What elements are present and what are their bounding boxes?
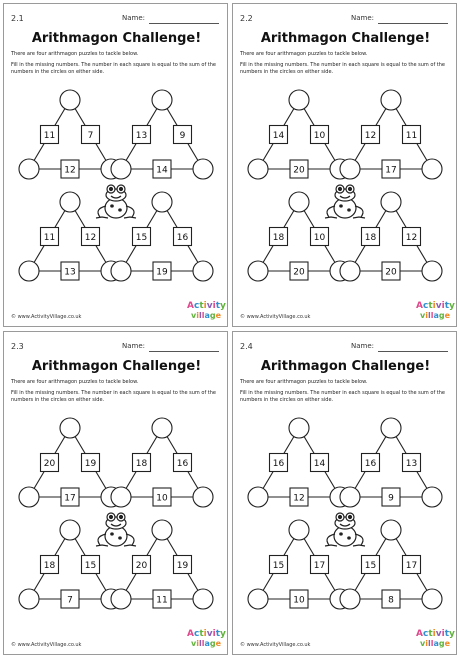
frog-spot (111, 533, 113, 535)
puzzles-area (233, 332, 458, 656)
edge-value: 18 (43, 561, 56, 571)
edge-value: 15 (84, 561, 97, 571)
bottom-left-circle[interactable] (19, 159, 39, 179)
worksheet-page[interactable] (3, 3, 228, 327)
instructions-text: Fill in the missing numbers. The number in each square is equal to the sum of the numbers in the circles on either side. (240, 62, 446, 75)
edge-value: 12 (293, 493, 305, 504)
activity-village-logo (416, 302, 454, 320)
intro-text: There are four arithmagon puzzles to tackle below. (11, 51, 139, 57)
footer-url: © www.ActivityVillage.co.uk (240, 314, 311, 320)
name-label: Name: (122, 342, 146, 350)
bottom-left-circle[interactable] (111, 159, 131, 179)
bottom-left-circle[interactable] (340, 261, 360, 281)
frog-pupil (110, 188, 113, 191)
instructions-text: Fill in the missing numbers. The number in each square is equal to the sum of the numbers in the circles on either side. (240, 390, 446, 403)
logo-word: Activity (187, 629, 226, 639)
bottom-right-circle[interactable] (422, 261, 442, 281)
top-circle[interactable] (381, 520, 401, 540)
bottom-right-circle[interactable] (193, 159, 213, 179)
frog-spot (119, 537, 121, 539)
worksheet-title: Arithmagon Challenge! (260, 359, 431, 374)
bottom-left-circle[interactable] (19, 261, 39, 281)
edge-value: 16 (272, 459, 285, 469)
bottom-left-circle[interactable] (19, 589, 39, 609)
top-circle[interactable] (152, 418, 172, 438)
activity-village-logo (416, 630, 454, 648)
edge-value: 10 (293, 595, 305, 606)
bottom-right-circle[interactable] (422, 159, 442, 179)
edge-value: 16 (176, 459, 189, 469)
frog-pupil (349, 516, 352, 519)
edge-value: 20 (43, 459, 56, 469)
edge-value: 14 (156, 165, 168, 176)
top-circle[interactable] (381, 192, 401, 212)
bottom-left-circle[interactable] (248, 589, 268, 609)
edge-value: 7 (87, 131, 94, 141)
frog-spot (340, 533, 342, 535)
bottom-right-circle[interactable] (193, 261, 213, 281)
arithmagon-puzzle[interactable] (340, 90, 442, 179)
arithmagon-puzzle[interactable] (248, 90, 350, 179)
page-number: 2.3 (11, 342, 24, 351)
frog-foot (124, 545, 136, 546)
edge-value: 7 (67, 595, 73, 606)
intro-text: There are four arithmagon puzzles to tackle below. (240, 379, 368, 385)
edge-value: 16 (364, 459, 377, 469)
frog-illustration (325, 185, 365, 218)
frog-pupil (339, 188, 342, 191)
edge-value: 16 (176, 233, 189, 243)
puzzles-area (233, 4, 458, 328)
bottom-left-circle[interactable] (248, 261, 268, 281)
arithmagon-puzzle[interactable] (19, 90, 121, 179)
edge-value: 10 (156, 493, 168, 504)
frog-spot (119, 209, 121, 211)
logo-word: village (419, 311, 451, 320)
activity-village-logo (187, 630, 225, 648)
top-circle[interactable] (60, 192, 80, 212)
intro-text: There are four arithmagon puzzles to tackle below. (240, 51, 368, 57)
edge-value: 19 (84, 459, 97, 469)
edge-value: 10 (313, 131, 326, 141)
edge-value: 13 (405, 459, 418, 469)
arithmagon-puzzle[interactable] (111, 90, 213, 179)
activity-village-logo (187, 302, 225, 320)
frog-pupil (120, 188, 123, 191)
frog-pupil (110, 516, 113, 519)
frog-foot (325, 217, 337, 218)
frog-foot (325, 545, 337, 546)
top-circle[interactable] (60, 90, 80, 110)
frog-foot (124, 217, 136, 218)
top-circle[interactable] (152, 520, 172, 540)
frog-foot (353, 545, 365, 546)
top-circle[interactable] (60, 418, 80, 438)
top-circle[interactable] (289, 192, 309, 212)
logo-word: Activity (187, 301, 226, 311)
edge-value: 8 (388, 595, 394, 606)
frog-foot (96, 545, 108, 546)
frog-pupil (120, 516, 123, 519)
edge-value: 19 (156, 267, 168, 278)
top-circle[interactable] (381, 418, 401, 438)
puzzles-area (4, 332, 229, 656)
bottom-left-circle[interactable] (111, 487, 131, 507)
logo-word: Activity (416, 629, 455, 639)
page-number: 2.2 (240, 14, 253, 23)
bottom-left-circle[interactable] (340, 487, 360, 507)
edge-value: 18 (272, 233, 285, 243)
frog-spot (111, 205, 113, 207)
edge-value: 11 (43, 233, 56, 243)
page-number: 2.4 (240, 342, 253, 351)
arithmagon-puzzle[interactable] (19, 418, 121, 507)
edge-value: 20 (135, 561, 148, 571)
logo-word: village (190, 639, 222, 648)
name-label: Name: (122, 14, 146, 22)
bottom-right-circle[interactable] (422, 487, 442, 507)
frog-illustration (96, 513, 136, 546)
edge-value: 17 (64, 493, 76, 504)
frog-foot (353, 217, 365, 218)
footer-url: © www.ActivityVillage.co.uk (11, 314, 82, 320)
edge-value: 10 (313, 233, 326, 243)
edge-value: 15 (272, 561, 285, 571)
name-label: Name: (351, 342, 375, 350)
edge-value: 20 (293, 267, 305, 278)
top-circle[interactable] (152, 90, 172, 110)
bottom-left-circle[interactable] (248, 487, 268, 507)
bottom-left-circle[interactable] (111, 261, 131, 281)
edge-value: 20 (293, 165, 305, 176)
edge-value: 12 (84, 233, 97, 243)
worksheet-title: Arithmagon Challenge! (260, 31, 431, 46)
worksheet-page[interactable] (232, 3, 457, 327)
edge-value: 19 (176, 561, 189, 571)
instructions-text: Fill in the missing numbers. The number in each square is equal to the sum of the numbers in the circles on either side. (11, 390, 217, 403)
name-label: Name: (351, 14, 375, 22)
arithmagon-puzzle[interactable] (248, 418, 350, 507)
edge-value: 12 (364, 131, 377, 141)
edge-value: 13 (135, 131, 148, 141)
edge-value: 9 (388, 493, 394, 504)
edge-value: 18 (364, 233, 377, 243)
edge-value: 15 (135, 233, 148, 243)
edge-value: 12 (405, 233, 418, 243)
edge-value: 11 (156, 595, 168, 606)
logo-word: village (419, 639, 451, 648)
bottom-right-circle[interactable] (193, 589, 213, 609)
frog-spot (348, 209, 350, 211)
bottom-left-circle[interactable] (248, 159, 268, 179)
edge-value: 13 (64, 267, 76, 278)
frog-illustration (96, 185, 136, 218)
edge-value: 17 (405, 561, 418, 571)
arithmagon-puzzle[interactable] (111, 418, 213, 507)
logo-word: village (190, 311, 222, 320)
bottom-left-circle[interactable] (111, 589, 131, 609)
frog-pupil (339, 516, 342, 519)
top-circle[interactable] (381, 90, 401, 110)
frog-pupil (349, 188, 352, 191)
page-number: 2.1 (11, 14, 24, 23)
edge-value: 11 (43, 131, 56, 141)
edge-value: 20 (385, 267, 397, 278)
edge-value: 11 (405, 131, 418, 141)
intro-text: There are four arithmagon puzzles to tackle below. (11, 379, 139, 385)
bottom-left-circle[interactable] (340, 589, 360, 609)
bottom-right-circle[interactable] (422, 589, 442, 609)
frog-spot (340, 205, 342, 207)
edge-value: 17 (313, 561, 326, 571)
logo-word: Activity (416, 301, 455, 311)
edge-value: 12 (64, 165, 76, 176)
bottom-left-circle[interactable] (340, 159, 360, 179)
frog-illustration (325, 513, 365, 546)
puzzles-area (4, 4, 229, 328)
footer-url: © www.ActivityVillage.co.uk (240, 642, 311, 648)
top-circle[interactable] (60, 520, 80, 540)
edge-value: 15 (364, 561, 377, 571)
top-circle[interactable] (289, 520, 309, 540)
edge-value: 14 (313, 459, 326, 469)
bottom-right-circle[interactable] (193, 487, 213, 507)
edge-value: 9 (179, 131, 186, 141)
worksheet-title: Arithmagon Challenge! (31, 359, 202, 374)
instructions-text: Fill in the missing numbers. The number in each square is equal to the sum of the numbers in the circles on either side. (11, 62, 217, 75)
edge-value: 14 (272, 131, 285, 141)
edge-value: 17 (385, 165, 397, 176)
frog-spot (348, 537, 350, 539)
worksheet-page[interactable] (232, 331, 457, 655)
worksheet-page[interactable] (3, 331, 228, 655)
edge-value: 18 (135, 459, 148, 469)
top-circle[interactable] (289, 418, 309, 438)
top-circle[interactable] (152, 192, 172, 212)
top-circle[interactable] (289, 90, 309, 110)
bottom-left-circle[interactable] (19, 487, 39, 507)
worksheet-title: Arithmagon Challenge! (31, 31, 202, 46)
frog-foot (96, 217, 108, 218)
footer-url: © www.ActivityVillage.co.uk (11, 642, 82, 648)
arithmagon-puzzle[interactable] (340, 418, 442, 507)
